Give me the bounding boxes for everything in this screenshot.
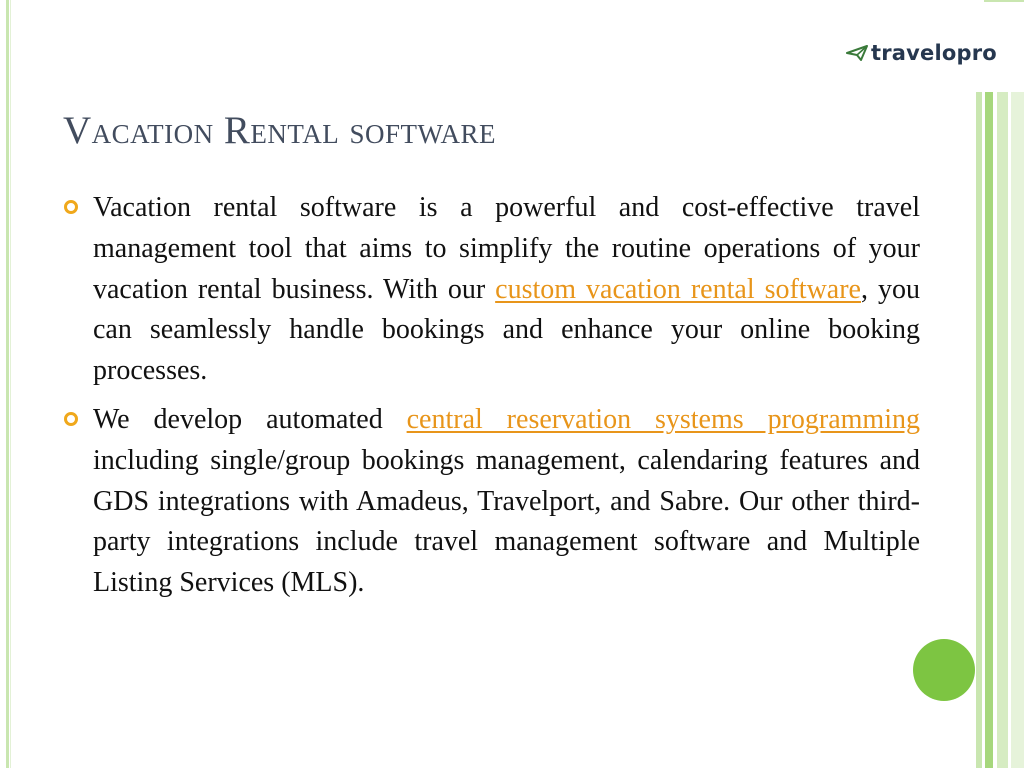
slide-title: Vacation Rental software xyxy=(63,109,496,152)
top-right-accent xyxy=(984,0,1024,2)
left-border-line xyxy=(6,0,9,768)
bullet-text-start: Vacation rental software is a powerful and cost-effective travel management tool that aims to simplify the routine operations of your vacation rental business. With our xyxy=(93,192,920,305)
travelopro-logo xyxy=(846,38,997,68)
green-circle-decoration xyxy=(913,639,975,701)
bullet-text xyxy=(93,400,920,604)
bullet-text-end: including single/group bookings management, calendaring features and GDS integrations with Amadeus, Travelport, and Sabre. Our other third-party integrations include travel management software and Multiple Listing Services (MLS). xyxy=(93,444,920,599)
bullet-item xyxy=(62,400,920,604)
custom-vacation-rental-software-link[interactable]: custom vacation rental software xyxy=(495,273,861,305)
central-reservation-systems-link[interactable]: central reservation systems programming xyxy=(406,403,920,435)
bullet-item xyxy=(62,188,920,392)
logo-text: travelopro xyxy=(871,41,997,65)
right-decorative-bars xyxy=(976,92,1024,768)
bullet-ring-icon xyxy=(64,200,78,214)
bullet-ring-icon xyxy=(64,412,78,426)
paper-plane-icon xyxy=(846,45,868,61)
bullet-text xyxy=(93,188,920,392)
bullet-text-start: We develop automated xyxy=(93,403,407,435)
bullet-text-end: , you can seamlessly handle bookings and enhance your online booking processes. xyxy=(93,273,920,387)
left-border-line-inner xyxy=(10,0,11,768)
slide-content xyxy=(62,188,920,612)
